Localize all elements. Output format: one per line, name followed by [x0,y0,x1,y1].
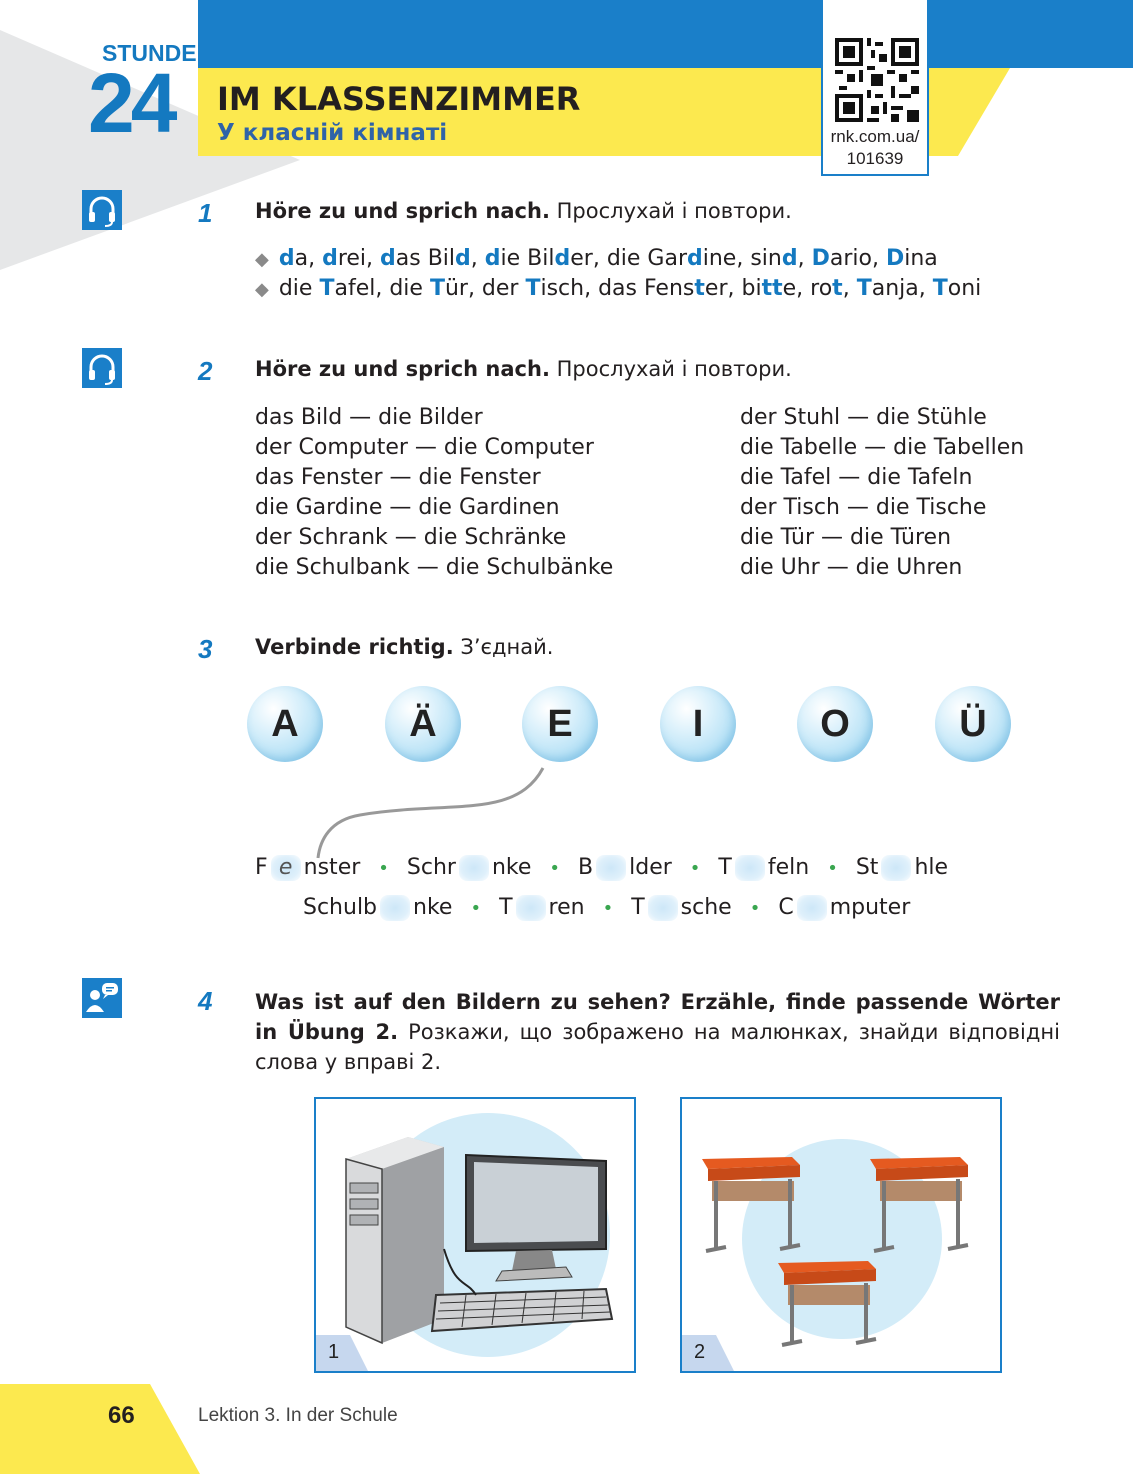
vowel-gap[interactable] [797,895,827,921]
word-text: ine, sin [702,246,782,271]
diamond-bullet-icon: ◆ [255,249,269,270]
word-text: , [470,246,485,271]
picture-desks [680,1097,1002,1373]
word-pair: das Fenster — die Fenster [255,465,541,490]
highlighted-letter: T [525,276,541,301]
word-text: ina [904,246,938,271]
vowel-bubble-o[interactable] [797,686,873,762]
highlighted-letter: t [694,276,705,301]
word-text: er, bi [704,276,762,301]
word-text: as Bil [395,246,456,271]
vowel-gap[interactable] [735,855,765,881]
highlighted-letter: T [932,276,948,301]
word-suffix: nke [491,855,532,880]
word-suffix: mputer [829,895,911,920]
vowel-label: Ü [959,703,987,745]
word-text: , [842,276,857,301]
fill-in-word [718,855,809,880]
separator-dot-icon: • [549,858,561,879]
phonetic-line-t [255,276,981,301]
page-number: 66 [108,1402,135,1429]
highlighted-letter: t [832,276,843,301]
qr-code-box[interactable] [821,0,929,176]
phonetic-line-d [255,246,938,271]
word-suffix: nster [303,855,361,880]
word-prefix: St [855,855,879,880]
exercise-number: 2 [198,356,213,386]
picture-number: 1 [328,1341,340,1363]
word-list-right [740,403,1024,583]
footer-yellow-shape [0,1384,200,1474]
vowel-label: O [820,703,850,745]
picture-number: 2 [694,1341,706,1363]
exercise-number: 1 [198,198,213,228]
highlighted-letter: d [484,246,501,271]
highlighted-letter: T [856,276,872,301]
instruction-de: Was ist auf den Bildern zu sehen? Erzähle, finde passende Wörter in Übung 2. [255,990,1060,1044]
highlighted-letter: T [429,276,445,301]
diamond-bullet-icon: ◆ [255,279,269,300]
separator-dot-icon: • [378,858,389,879]
qr-url-line2: 101639 [846,149,904,168]
separator-dot-icon: • [689,858,701,879]
highlighted-letter: d [554,246,571,271]
word-pair: der Stuhl — die Stühle [740,405,987,430]
vowel-bubble-e[interactable] [522,686,598,762]
exercise-instruction [255,357,792,381]
fill-in-word [499,895,585,920]
picture-computer [314,1097,636,1373]
highlighted-letter: tt [761,276,783,301]
word-row-1 [255,855,948,881]
word-suffix: sche [680,895,732,920]
word-row-2 [303,895,910,921]
word-suffix: lder [629,855,672,880]
word-text: ario, [829,246,886,271]
vowel-gap[interactable] [516,895,546,921]
highlighted-letter: d [380,246,396,271]
qr-url-line1: rnk.com.ua/ [830,127,920,146]
fill-in-word [856,855,948,880]
highlighted-letter: D [885,246,905,271]
vowel-label: Ä [409,703,437,745]
highlighted-letter: D [811,246,830,271]
page-subtitle: У класній кімнаті [217,120,448,146]
word-text: er, die Gar [570,246,687,271]
fill-in-word [303,895,452,920]
instruction-uk: Прослухай і повтори. [556,199,792,223]
vowel-gap[interactable]: e [271,855,301,881]
instruction-de: Verbinde richtig. [255,635,454,659]
desks-illustration [682,1099,1000,1371]
word-prefix: T [631,895,645,920]
instruction-uk: Прослухай і повтори. [556,357,792,381]
word-suffix: ren [548,895,585,920]
separator-dot-icon: • [470,898,482,919]
vowel-gap[interactable] [648,895,678,921]
word-suffix: feln [767,855,810,880]
word-text: e, ro [782,276,833,301]
word-prefix: C [778,895,794,920]
word-pair: die Tür — die Türen [740,525,952,550]
instruction-de: Höre zu und sprich nach. [255,199,550,223]
connector-line [300,760,560,860]
headphones-icon[interactable] [82,190,122,230]
exercise-instruction [255,635,553,659]
highlighted-letter: d [322,246,338,271]
word-list-left [255,403,613,583]
word-pair: der Schrank — die Schränke [255,525,567,550]
word-pair: die Tafel — die Tafeln [740,465,973,490]
word-text: afel, die [334,276,430,301]
word-prefix: T [718,855,732,880]
word-text: rei, [337,246,381,271]
vowel-bubble-ue[interactable] [935,686,1011,762]
fill-in-word [407,855,532,880]
word-prefix: Schulb [303,895,378,920]
header-blue-band [198,0,1133,68]
word-text: isch, das Fens [540,276,695,301]
vowel-gap[interactable] [881,855,911,881]
vowel-label: A [271,703,299,745]
word-text: oni [947,276,982,301]
word-prefix: Schr [406,855,456,880]
word-text: , [797,246,812,271]
word-prefix: B [578,855,594,880]
highlighted-letter: d [455,246,471,271]
separator-dot-icon: • [602,898,614,919]
word-text: ür, der [444,276,526,301]
word-pair: die Uhr — die Uhren [740,555,963,580]
word-pair: der Tisch — die Tische [740,495,987,520]
headphones-icon[interactable] [82,348,122,388]
word-pair: die Tabelle — die Tabellen [740,435,1025,460]
word-pair: die Gardine — die Gardinen [255,495,560,520]
footer-lesson-title: Lektion 3. In der Schule [198,1405,398,1426]
word-pair: das Bild — die Bilder [255,405,483,430]
word-prefix: F [255,855,268,880]
vowel-label: I [692,703,704,745]
exercise-number: 4 [198,986,213,1016]
speech-person-icon[interactable] [82,978,122,1018]
vowel-bubble-ae[interactable] [385,686,461,762]
word-text: anja, [871,276,933,301]
qr-url[interactable] [823,126,927,170]
word-text: a, [294,246,323,271]
separator-dot-icon: • [749,898,761,919]
highlighted-letter: d [781,246,798,271]
vowel-label: E [547,703,573,745]
exercise-instruction [255,199,792,223]
separator-dot-icon: • [827,858,838,879]
exercise-number: 3 [198,634,213,664]
vowel-gap[interactable] [380,895,410,921]
computer-illustration [316,1099,634,1371]
qr-code-icon[interactable] [835,38,919,122]
vowel-gap[interactable] [459,855,489,881]
word-pair: der Computer — die Computer [255,435,594,460]
instruction-de: Höre zu und sprich nach. [255,357,550,381]
word-text: die [278,276,320,301]
fill-in-word [578,855,672,880]
highlighted-letter: d [687,246,703,271]
vowel-bubble-i[interactable] [660,686,736,762]
highlighted-letter: T [319,276,335,301]
instruction-uk: З’єднай. [460,635,554,659]
word-pair: die Schulbank — die Schulbänke [255,555,614,580]
instruction-uk: Розкажи, що зображено на малюнках, знайди відповідні слова у вправі 2. [255,1020,1060,1074]
word-prefix: T [499,895,513,920]
fill-in-word [778,895,910,920]
fill-in-word [631,895,732,920]
vowel-bubble-a[interactable] [247,686,323,762]
vowel-gap[interactable] [596,855,626,881]
page-title: IM KLASSENZIMMER [217,80,581,118]
lesson-label: STUNDE [102,40,197,66]
exercise-instruction [255,987,1060,1077]
word-suffix: nke [413,895,453,920]
highlighted-letter: d [278,246,295,271]
word-text: ie Bil [500,246,555,271]
fill-in-word [255,855,360,880]
word-suffix: hle [914,855,949,880]
lesson-number: 24 [88,56,174,150]
